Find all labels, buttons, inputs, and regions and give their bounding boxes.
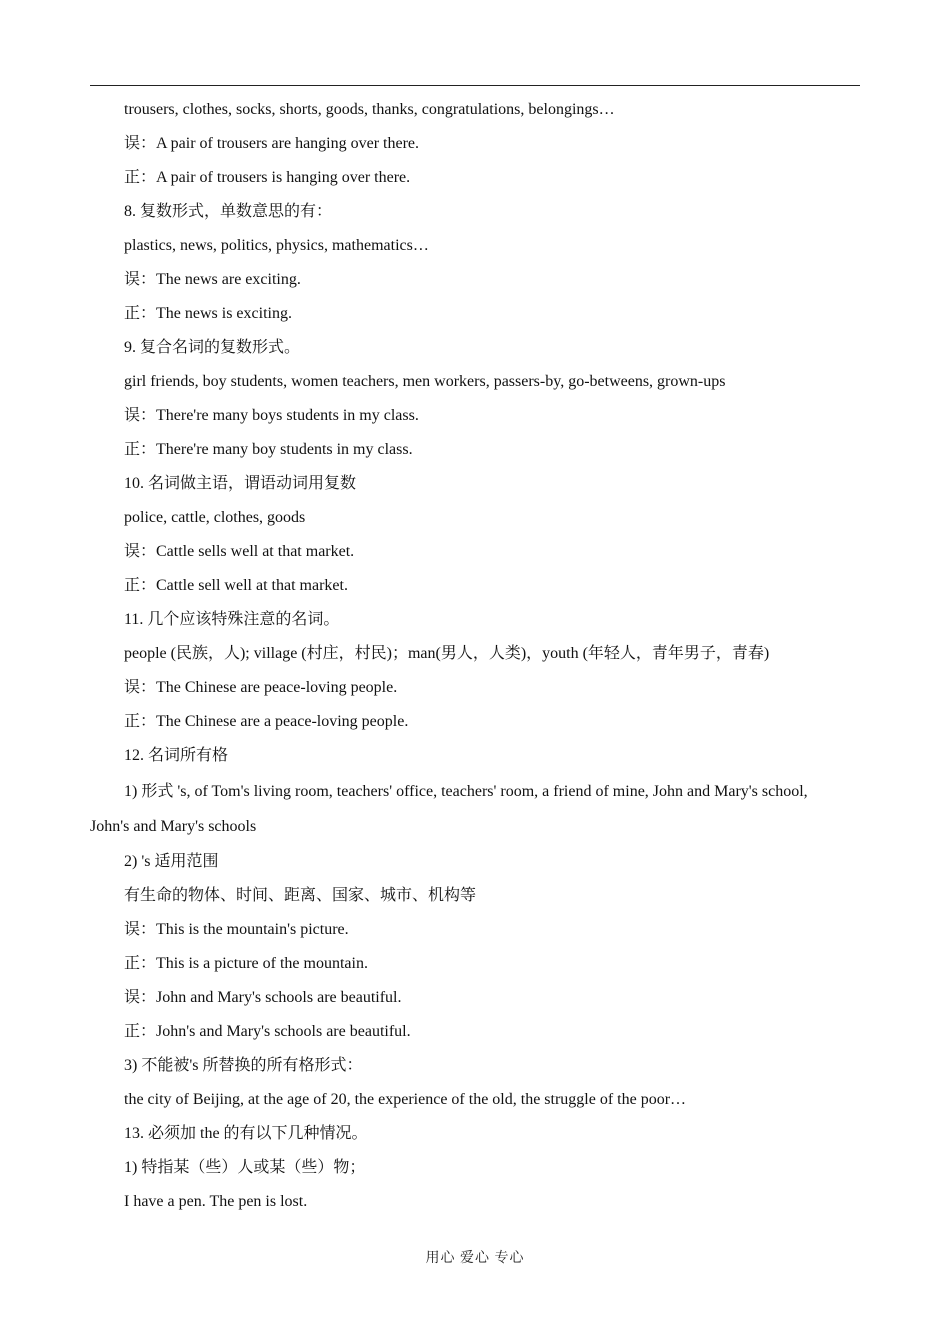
paragraph-continuation: John's and Mary's schools: [90, 818, 257, 835]
text-line: 1) 特指某（些）人或某（些）物；: [124, 1159, 366, 1176]
text-line: 正：This is a picture of the mountain.: [124, 955, 368, 972]
text-line: 9. 复合名词的复数形式。: [124, 339, 301, 356]
text-line: 有生命的物体、时间、距离、国家、城市、机构等: [124, 887, 477, 904]
text-line: 正：A pair of trousers is hanging over there.: [124, 169, 411, 186]
text-line: 误：This is the mountain's picture.: [124, 921, 349, 938]
text-line: people (民族，人); village (村庄，村民)；man(男人，人类)，youth (年轻人，青年男子，青春): [124, 645, 770, 662]
text-line: 正：The Chinese are a peace-loving people.: [124, 713, 409, 730]
text-line: 误：Cattle sells well at that market.: [124, 543, 355, 560]
header-rule: [90, 85, 860, 86]
text-line: 12. 名词所有格: [124, 747, 229, 764]
text-line: the city of Beijing, at the age of 20, the experience of the old, the struggle of the poor…: [124, 1091, 687, 1108]
page-footer: 用心 爱心 专心: [425, 1251, 525, 1266]
text-line: trousers, clothes, socks, shorts, goods, thanks, congratulations, belongings…: [124, 101, 615, 118]
text-line: girl friends, boy students, women teachers, men workers, passers-by, go-betweens, grown-ups: [124, 373, 726, 390]
text-line: 误：A pair of trousers are hanging over there.: [124, 135, 420, 152]
text-line: I have a pen. The pen is lost.: [124, 1193, 308, 1210]
text-line: 误：The Chinese are peace-loving people.: [124, 679, 398, 696]
text-block-b: [90, 845, 860, 1219]
text-line: 正：Cattle sell well at that market.: [124, 577, 348, 594]
text-line: 误：The news are exciting.: [124, 271, 301, 288]
text-block-a: [90, 93, 860, 773]
text-line: 正：John's and Mary's schools are beautiful.: [124, 1023, 411, 1040]
text-line: 8. 复数形式，单数意思的有：: [124, 203, 333, 220]
text-line: 11. 几个应该特殊注意的名词。: [124, 611, 340, 628]
text-line: 误：John and Mary's schools are beautiful.: [124, 989, 402, 1006]
text-line: 3) 不能被's 所替换的所有格形式：: [124, 1057, 363, 1074]
document-body: [90, 93, 860, 1219]
text-line: police, cattle, clothes, goods: [124, 509, 306, 526]
text-line: 2) 's 适用范围: [124, 853, 219, 870]
text-line: 正：The news is exciting.: [124, 305, 292, 322]
text-line: 正：There're many boy students in my class.: [124, 441, 413, 458]
text-line: 10. 名词做主语，谓语动词用复数: [124, 475, 357, 492]
text-line: 13. 必须加 the 的有以下几种情况。: [124, 1125, 368, 1142]
paragraph-line: 1) 形式 's, of Tom's living room, teachers' office, teachers' room, a friend of mine, John and Mary's school,: [124, 783, 808, 800]
text-line: 误：There're many boys students in my class.: [124, 407, 419, 424]
text-line: plastics, news, politics, physics, mathematics…: [124, 237, 429, 254]
